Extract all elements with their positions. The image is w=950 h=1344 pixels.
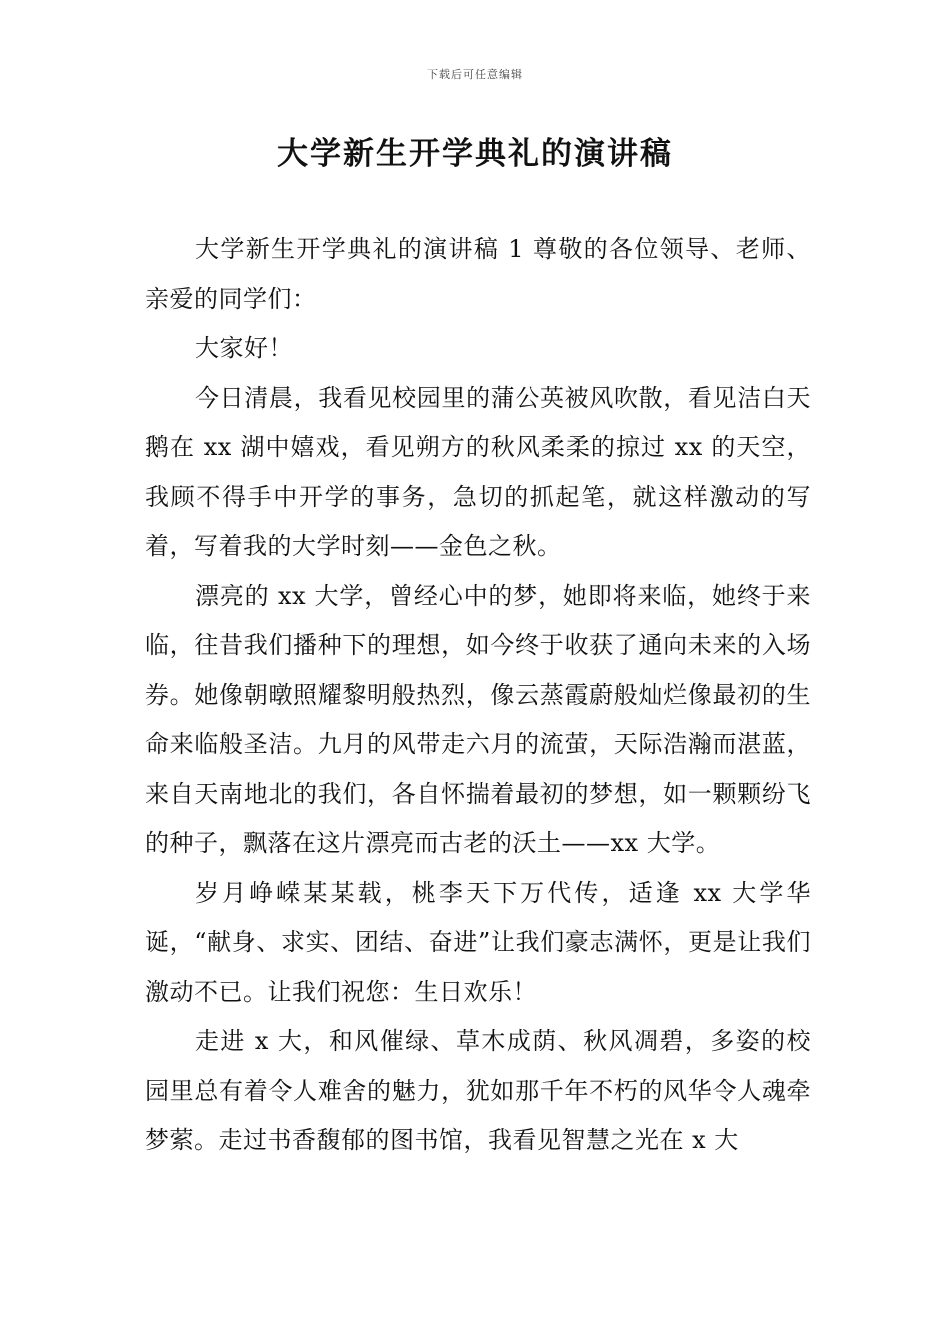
paragraph-hello: 大家好！: [195, 334, 293, 362]
paragraph-greeting-intro: 大学新生开学典礼的演讲稿 1 尊敬的各位领导、老师、亲爱的同学们：: [145, 235, 811, 313]
header-note: 下载后可任意编辑: [427, 68, 523, 81]
paragraph-university-dream: 漂亮的 xx 大学，曾经心中的梦，她即将来临，她终于来临，往昔我们播种下的理想，如今终于收获了通向未来的入场券。她像朝暾照耀黎明般热烈，像云蒸霞蔚般灿烂像最初的生命来临般圣洁。九月的风带走六月的流萤，天际浩瀚而湛蓝，来自天南地北的我们，各自怀揣着最初的梦想，如一颗颗纷飞的种子，飘落在这片漂亮而古老的沃土——xx 大学。: [145, 581, 811, 857]
document-body: [145, 225, 811, 1166]
page-title: 大学新生开学典礼的演讲稿: [277, 136, 673, 172]
paragraph-campus: 走进 x 大，和风催绿、草木成荫、秋风凋碧，多姿的校园里总有着令人难舍的魅力，犹如那千年不朽的风华令人魂牵梦萦。走过书香馥郁的图书馆，我看见智慧之光在 x 大: [145, 1027, 811, 1154]
paragraph-morning: 今日清晨，我看见校园里的蒲公英被风吹散，看见洁白天鹅在 xx 湖中嬉戏，看见朔方的秋风柔柔的掠过 xx 的天空，我顾不得手中开学的事务，急切的抓起笔，就这样激动的写着，写着我的大学时刻——金色之秋。: [145, 383, 811, 560]
paragraph-anniversary: 岁月峥嵘某某载，桃李天下万代传，适逢 xx 大学华诞，“献身、求实、团结、奋进”让我们豪志满怀，更是让我们激动不已。让我们祝您：生日欢乐！: [145, 878, 811, 1006]
